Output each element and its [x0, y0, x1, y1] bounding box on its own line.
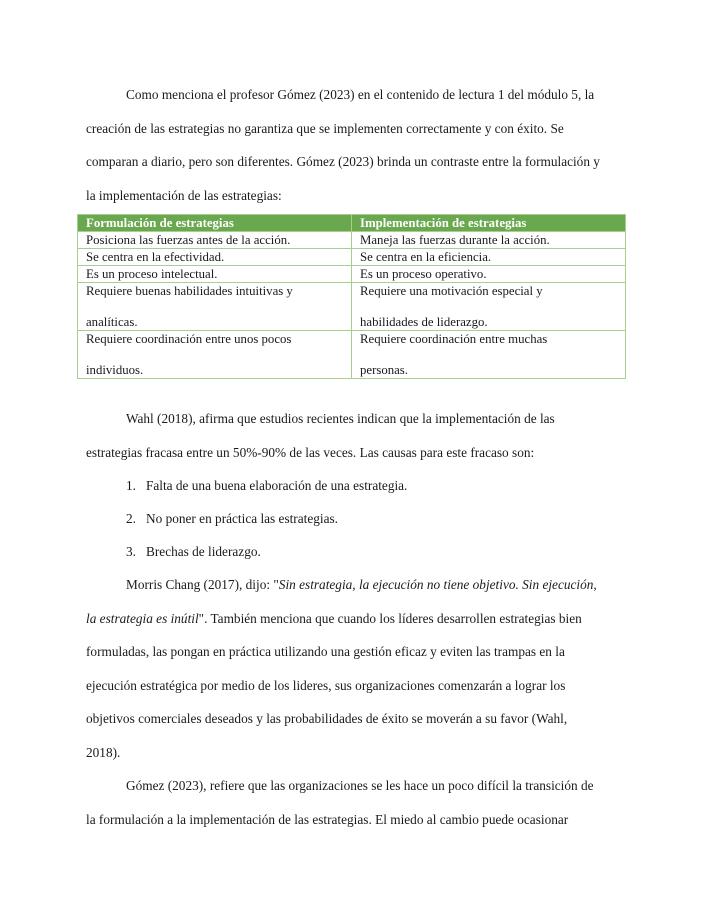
cell-formulation: Requiere buenas habilidades intuitivas y analíticas.	[78, 283, 352, 331]
gomez-paragraph: Gómez (2023), refiere que las organizaciones se les hace un poco difícil la transición de la formulación a la implementación de las estrategias. El miedo al cambio puede ocasionar	[86, 778, 594, 827]
wahl-line: estrategias fracasa entre un 50%-90% de las veces. Las causas para este fracaso son:	[86, 444, 535, 460]
header-formulation: Formulación de estrategias	[78, 215, 352, 232]
intro-line: Como menciona el profesor Gómez (2023) en el contenido de lectura 1 del módulo 5, la	[126, 87, 595, 102]
table-row	[78, 249, 626, 266]
document-page	[86, 78, 631, 836]
header-implementation: Implementación de estrategias	[352, 215, 626, 232]
table-row	[78, 232, 626, 249]
wahl-paragraph	[86, 402, 631, 469]
intro-line: creación de las estrategias no garantiza que se implementen correctamente y con éxito. Se	[86, 120, 564, 136]
list-item: 2. No poner en práctica las estrategias.	[126, 511, 338, 526]
quote-text: Sin estrategia, la ejecución no tiene objetivo. Sin ejecución,	[278, 577, 597, 592]
comparison-table	[77, 214, 626, 379]
chang-paragraph: Morris Chang (2017), dijo: "Sin estrategia, la ejecución no tiene objetivo. Sin ejecución, la estrategia es inútil". También menciona que cuando los líderes desarrollen estrategias bien formuladas, las pongan en práctica utilizando una gestión eficaz y eviten las trampas en la ejecución estratégica por medio de los lideres, sus organizaciones comenzarán a lograr los objetivos comerciales deseados y las probabilidades de éxito se moverán a su favor (Wahl, 2018).	[86, 577, 597, 760]
cell-implementation: Requiere una motivación especial y habilidades de liderazgo.	[352, 283, 626, 331]
causes-list	[86, 469, 631, 568]
wahl-line: Wahl (2018), afirma que estudios recientes indican que la implementación de las	[126, 411, 555, 426]
intro-line: comparan a diario, pero son diferentes. Gómez (2023) brinda un contraste entre la formulación y	[86, 154, 600, 169]
cell-implementation: Requiere coordinación entre muchas personas.	[352, 331, 626, 379]
quote-text: la estrategia es inútil	[86, 610, 199, 626]
cell-formulation: Se centra en la efectividad.	[78, 249, 352, 266]
intro-paragraph	[86, 78, 631, 212]
list-item: 3. Brechas de liderazgo.	[126, 544, 261, 559]
cell-implementation: Se centra en la eficiencia.	[352, 249, 626, 266]
cell-formulation: Es un proceso intelectual.	[78, 266, 352, 283]
intro-line: la implementación de las estrategias:	[86, 187, 282, 203]
cell-implementation: Maneja las fuerzas durante la acción.	[352, 232, 626, 249]
table-row	[78, 331, 626, 379]
table-header-row	[78, 215, 626, 232]
list-item: 1. Falta de una buena elaboración de una estrategia.	[126, 478, 408, 493]
cell-formulation: Requiere coordinación entre unos pocos individuos.	[78, 331, 352, 379]
cell-formulation: Posiciona las fuerzas antes de la acción.	[78, 232, 352, 249]
cell-implementation: Es un proceso operativo.	[352, 266, 626, 283]
table-row	[78, 266, 626, 283]
table-row	[78, 283, 626, 331]
